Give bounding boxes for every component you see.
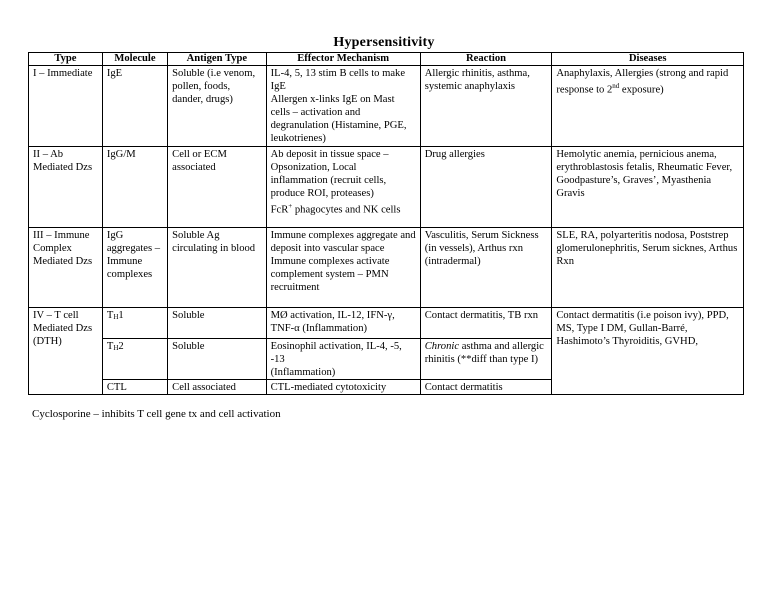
cell-molecule: IgE — [102, 66, 167, 147]
diseases-tail: exposure) — [619, 84, 664, 96]
molecule-subscript: H — [113, 313, 119, 321]
molecule-text: T — [106, 310, 114, 321]
cell-antigen: Soluble — [168, 339, 266, 380]
effector-superscript: + — [288, 202, 293, 210]
cell-antigen: Cell associated — [168, 380, 266, 395]
cell-molecule: IgG aggregates – Immune complexes — [102, 228, 167, 308]
effector-text: IL-4, 5, 13 stim B cells to make IgE Allergen x-links IgE on Mast cells – activation and degranulation (Histamine, PGE, leukotrienes) — [270, 68, 407, 144]
cell-diseases: Contact dermatitis (i.e poison ivy), PPD, MS, Type I DM, Gullan-Barré, Hashimoto’s Thyroiditis, GVHD, — [552, 308, 744, 395]
header-row — [29, 53, 744, 66]
cell-diseases: Hemolytic anemia, pernicious anema, erythroblastosis fetalis, Rheumatic Fever, Goodpasture’s, Graves’, Myasthenia Gravis — [552, 147, 744, 228]
cell-type: I – Immediate — [29, 66, 103, 147]
cell-reaction: Drug allergies — [420, 147, 552, 228]
reaction-italic: Chronic — [424, 341, 460, 352]
table-row-type-4-th1 — [29, 308, 744, 339]
cell-effector: Immune complexes aggregate and deposit into vascular space Immune complexes activate complement system – PMN recruitment — [266, 228, 420, 308]
cell-diseases — [552, 66, 744, 147]
cell-reaction: Vasculitis, Serum Sickness (in vessels), Arthus rxn (intradermal) — [420, 228, 552, 308]
header-diseases: Diseases — [552, 53, 744, 66]
effector-text: Ab deposit in tissue space – Opsonization, Local inflammation (recruit cells, produce ROI, proteases) FcR — [270, 149, 389, 216]
cell-type: III – Immune Complex Mediated Dzs — [29, 228, 103, 308]
hypersensitivity-table — [28, 52, 744, 395]
cell-type: IV – T cell Mediated Dzs (DTH) — [29, 308, 103, 395]
cell-antigen: Soluble Ag circulating in blood — [168, 228, 266, 308]
cell-molecule — [102, 308, 167, 339]
cell-effector: MØ activation, IL-12, IFN-γ, TNF-α (Inflammation) — [266, 308, 420, 339]
cell-antigen: Cell or ECM associated — [168, 147, 266, 228]
cell-antigen: Soluble (i.e venom, pollen, foods, dander, drugs) — [168, 66, 266, 147]
molecule-subscript: H — [113, 344, 119, 352]
cell-type: II – Ab Mediated Dzs — [29, 147, 103, 228]
table-row-type-1 — [29, 66, 744, 147]
header-reaction: Reaction — [420, 53, 552, 66]
cell-reaction — [420, 339, 552, 380]
header-effector-mechanism: Effector Mechanism — [266, 53, 420, 66]
page-title: Hypersensitivity — [333, 35, 435, 50]
cell-molecule: IgG/M — [102, 147, 167, 228]
header-molecule: Molecule — [102, 53, 167, 66]
diseases-superscript: nd — [612, 82, 620, 90]
cell-molecule — [102, 339, 167, 380]
cell-effector — [266, 66, 420, 147]
diseases-text: Anaphylaxis, Allergies (strong and rapid response to 2 — [556, 68, 729, 96]
footnote: Cyclosporine – inhibits T cell gene tx and cell activation — [32, 408, 281, 420]
cell-reaction: Allergic rhinitis, asthma, systemic anaphylaxis — [420, 66, 552, 147]
cell-effector: CTL-mediated cytotoxicity — [266, 380, 420, 395]
cell-effector: Eosinophil activation, IL-4, -5, -13 (Inflammation) — [266, 339, 420, 380]
molecule-text: T — [106, 341, 114, 352]
cell-reaction: Contact dermatitis — [420, 380, 552, 395]
cell-antigen: Soluble — [168, 308, 266, 339]
molecule-tail: 1 — [118, 310, 124, 321]
cell-reaction: Contact dermatitis, TB rxn — [420, 308, 552, 339]
header-antigen-type: Antigen Type — [168, 53, 266, 66]
cell-effector — [266, 147, 420, 228]
header-type: Type — [29, 53, 103, 66]
molecule-tail: 2 — [118, 341, 124, 352]
effector-tail: phagocytes and NK cells — [292, 204, 401, 216]
table-row-type-3 — [29, 228, 744, 308]
reaction-tail: asthma and allergic rhinitis (**diff than type I) — [424, 341, 544, 365]
cell-molecule: CTL — [102, 380, 167, 395]
table-row-type-2 — [29, 147, 744, 228]
cell-diseases: SLE, RA, polyarteritis nodosa, Poststrep glomerulonephritis, Serum sicknes, Arthus Rxn — [552, 228, 744, 308]
